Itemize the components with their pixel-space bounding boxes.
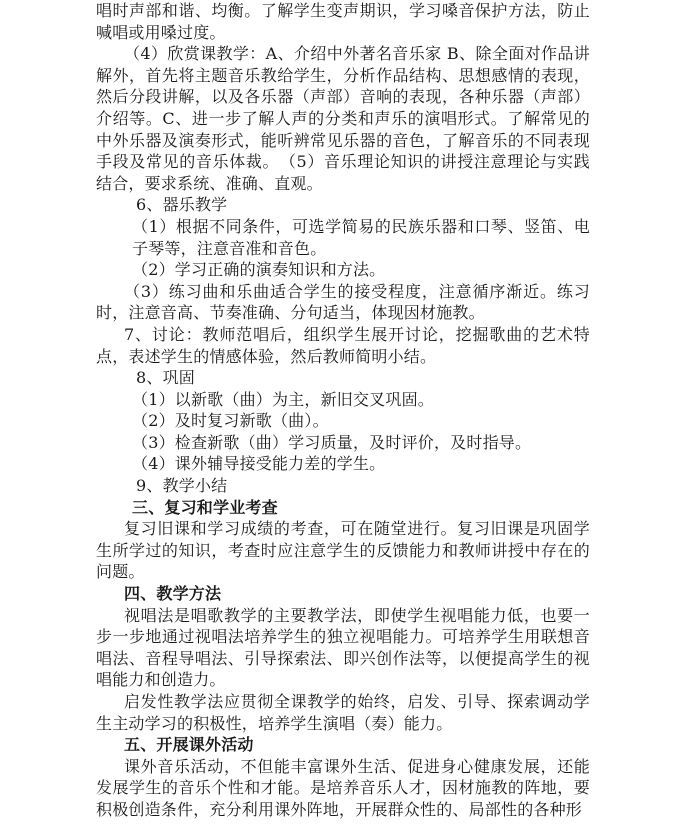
paragraph-instrument-3: （3）练习曲和乐曲适合学生的接受程度，注意循序渐近。练习时，注意音高、节奏准确、分句适当，体现因材施教。 bbox=[96, 281, 590, 323]
paragraph-appreciation-teaching: （4）欣赏课教学：A、介绍中外著名音乐家 B、除全面对作品讲解外，首先将主题音乐教给学生，分析作品结构、思想感情的表现，然后分段讲解，以及各乐器（声部）音响的表现，各种乐器（声部）介绍等。C、进一步了解人声的分类和声乐的演唱形式。了解常见的中外乐器及演奏形式，能听辨常见乐器的音色，了解音乐的不同表现手段及常见的音乐体裁。 （5）音乐理论知识的讲授注意理论与实践结合，要求系统、准确、直观。 bbox=[96, 44, 590, 193]
paragraph-consolidation-3: （3）检查新歌（曲）学习质量，及时评价，及时指导。 bbox=[132, 432, 532, 452]
heading-consolidation: 8、巩固 bbox=[136, 368, 195, 388]
heading-instrument-teaching: 6、器乐教学 bbox=[136, 195, 228, 215]
paragraph-instrument-1-text: （1）根据不同条件，可选学简易的民族乐器和口琴、竖笛、电子琴等，注意音准和音色。 bbox=[132, 216, 590, 258]
section-heading-extracurricular: 五、开展课外活动 bbox=[124, 735, 254, 755]
paragraph-consolidation-4: （4）课外辅导接受能力差的学生。 bbox=[132, 454, 386, 474]
paragraph-instrument-1 bbox=[96, 216, 590, 259]
paragraph-sight-singing: 视唱法是唱歌教学的主要教学法，即使学生视唱能力低，也要一步一步地通过视唱法培养学生的独立视唱能力。可培养学生用联想音唱法、音程导唱法、引导探索法、即兴创作法等，以便提高学生的视唱能力和创造力。 bbox=[96, 605, 590, 690]
document-page bbox=[96, 0, 590, 821]
section-heading-review: 三、复习和学业考查 bbox=[132, 497, 278, 517]
paragraph-review: 复习旧课和学习成绩的考查，可在随堂进行。复习旧课是巩固学生所学过的知识，考查时应注意学生的反馈能力和教师讲授中存在的问题。 bbox=[96, 519, 590, 582]
heading-teaching-summary: 9、教学小结 bbox=[136, 476, 228, 496]
paragraph-instrument-2: （2）学习正确的演奏知识和方法。 bbox=[132, 260, 386, 280]
paragraph-consolidation-1: （1）以新歌（曲）为主，新旧交叉巩固。 bbox=[132, 389, 434, 409]
section-heading-methods: 四、教学方法 bbox=[124, 584, 222, 604]
paragraph-discussion: 7、讨论：教师范唱后，组织学生展开讨论，挖掘歌曲的艺术特点，表述学生的情感体验，然后教师简明小结。 bbox=[96, 324, 590, 366]
paragraph-consolidation-2: （2）及时复习新歌（曲）。 bbox=[132, 411, 329, 431]
paragraph-heuristic-teaching: 启发性教学法应贯彻全课教学的始终，启发、引导、探索调动学生主动学习的积极性，培养学生演唱（奏）能力。 bbox=[96, 692, 590, 733]
paragraph-extracurricular: 课外音乐活动，不但能丰富课外生活、促进身心健康发展，还能发展学生的音乐个性和才能。是培养音乐人才，因材施教的阵地，要积极创造条件，充分利用课外阵地，开展群众性的、局部性的各种形 bbox=[96, 756, 590, 819]
paragraph-voice-care: 唱时声部和谐、均衡。了解学生变声期识，学习嗓音保护方法，防止喊唱或用嗓过度。 bbox=[96, 1, 590, 42]
